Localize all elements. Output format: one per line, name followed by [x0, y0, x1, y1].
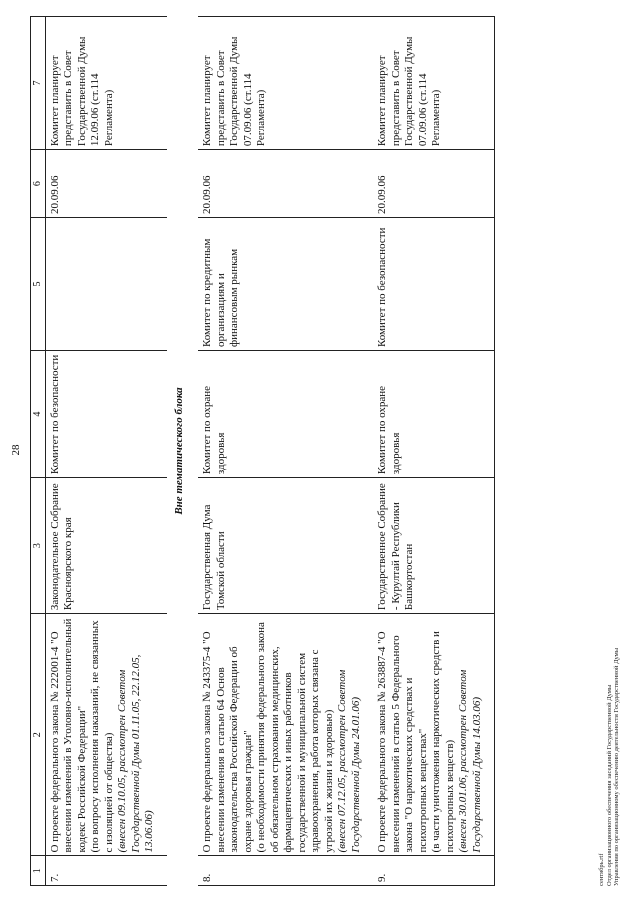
column-header: 3: [31, 478, 46, 614]
committee-cell: Комитет по безопасности: [45, 351, 167, 478]
bill-title: О проекте федерального закона № 263887-4 "О внесении изменений в статью 5 Федерального закона "О наркотических средствах и психотропных веществах": [376, 631, 429, 853]
block-heading: Вне тематического блока: [172, 387, 185, 515]
column-header: 1: [31, 856, 46, 886]
bill-description: [373, 614, 495, 856]
bill-note: (по вопросу исполнения наказаний, не связанных с изоляцией от общества): [89, 620, 115, 853]
bill-description: [45, 614, 167, 856]
column-header: 4: [31, 351, 46, 478]
bill-note: (о необходимости принятия федерального закона об обязательном страховании медицинских, фармацевтических и иных работников государственной и муниципальной систем здравоохранения, работа которых связана с угрозой их жизни и здоровью): [255, 622, 335, 853]
column-header: 7: [31, 17, 46, 150]
row-number: 8.: [198, 856, 373, 886]
row-number: 9.: [373, 856, 495, 886]
date-cell: 20.09.06: [198, 150, 373, 218]
initiator-cell: Государственное Собрание - Курултай Республики Башкортостан: [373, 478, 495, 614]
bill-note: (в части уничтожения наркотических средств и психотропных веществ): [430, 631, 456, 853]
table-row: [45, 17, 167, 886]
block-heading-row: [167, 17, 199, 886]
footer-department: Отдел организационного обеспечения заседаний Государственной Думы: [605, 684, 613, 886]
footer-directorate: Управления по организационному обеспечению деятельности Государственной Думы: [613, 647, 620, 886]
column-header: 5: [31, 218, 46, 351]
date-cell: 20.09.06: [373, 150, 495, 218]
column-header: 6: [31, 150, 46, 218]
agenda-table: [30, 16, 495, 886]
comment-cell: Комитет планирует представить в Совет Государственной Думы 07.09.06 (ст.114 Регламента): [373, 17, 495, 150]
date-cell: 20.09.06: [45, 150, 167, 218]
co-committee-cell: Комитет по кредитным организациям и финансовым рынкам: [198, 218, 373, 351]
co-committee-cell: [45, 218, 167, 351]
comment-cell: Комитет планирует представить в Совет Государственной Думы 07.09.06 (ст.114 Регламента): [198, 17, 373, 150]
table-header-row: [31, 17, 46, 886]
committee-cell: Комитет по охране здоровья: [373, 351, 495, 478]
co-committee-cell: Комитет по безопасности: [373, 218, 495, 351]
bill-submitted: (внесен 30.01.06, рассмотрен Советом Государственной Думы 14.03.06): [457, 669, 483, 853]
initiator-cell: Государственная Дума Томской области: [198, 478, 373, 614]
bill-description: [198, 614, 373, 856]
initiator-cell: Законодательное Собрание Красноярского края: [45, 478, 167, 614]
footer-filename: сентябрь.rtf: [598, 853, 605, 886]
bill-title: О проекте федерального закона № 243375-4 "О внесении изменения в статью 64 Основ законодательства Российской Федерации об охране здоровья граждан": [201, 631, 254, 853]
bill-submitted: (внесен 07.12.05, рассмотрен Советом Государственной Думы 24.01.06): [336, 669, 362, 853]
table-row: [373, 17, 495, 886]
bill-submitted: (внесен 09.10.05, рассмотрен Советом Государственной Думы 01.11.05, 22.12.05, 13.06.06): [116, 654, 155, 853]
committee-cell: Комитет по охране здоровья: [198, 351, 373, 478]
table-row: [198, 17, 373, 886]
column-header: 2: [31, 614, 46, 856]
page-number: 28: [10, 444, 22, 456]
page-footer: [598, 648, 621, 886]
bill-title: О проекте федерального закона № 222001-4 "О внесении изменений в Уголовно-исполнительный кодекс Российской Федерации": [48, 618, 88, 853]
row-number: 7.: [45, 856, 167, 886]
comment-cell: Комитет планирует представить в Совет Государственной Думы 12.09.06 (ст.114 Регламента): [45, 17, 167, 150]
